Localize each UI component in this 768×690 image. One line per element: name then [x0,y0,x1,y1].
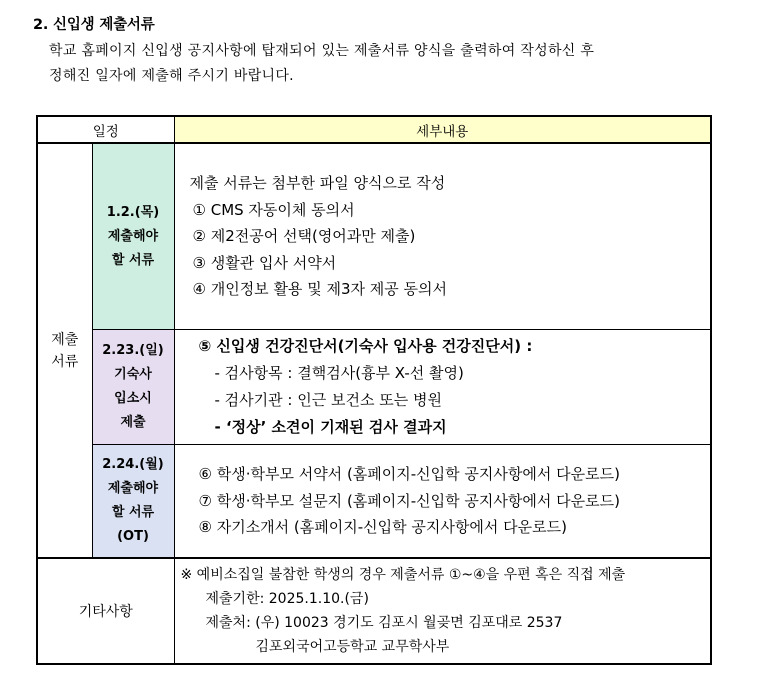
detail-title: ⑤ 신입생 건강진단서(기숙사 입사용 건강진단서) : [198,337,533,355]
detail-item: ① CMS 자동이체 동의서 [192,200,355,219]
detail-item: ② 제2전공어 선택(영어과만 제출) [192,227,416,246]
date-line: 2.24.(월) [102,457,164,472]
group-label-line: 서류 [51,353,79,370]
detail-cell-row2 [174,330,711,445]
header-detail: 세부내용 [174,116,711,143]
detail-item: ③ 생활관 입사 서약서 [192,253,337,272]
intro-line-1: 학교 홈페이지 신입생 공지사항에 탑재되어 있는 제출서류 양식을 출력하여 작성하신 후 [49,43,595,59]
intro-line-2: 정해진 일자에 제출해 주시기 바랍니다. [49,68,294,84]
detail-sub-item: - 검사항목 : 결핵검사(흉부 X-선 촬영) [214,364,464,382]
submission-schedule-table [36,115,712,665]
date-line: 할 서류 [111,252,155,268]
misc-recipient: 김포외국어고등학교 교무학사부 [255,639,450,655]
misc-address: 제출처: (우) 10023 경기도 김포시 월곶면 김포대로 2537 [205,615,563,631]
date-line: (OT) [117,529,149,544]
date-line: 제출 [120,415,146,430]
section-heading: 2. 신입생 제출서류 [33,17,155,33]
detail-item: ④ 개인정보 활용 및 제3자 제공 동의서 [192,280,447,299]
group-label-line: 제출 [51,331,79,348]
date-line: 제출해야 [107,228,159,244]
table-row [37,558,711,664]
date-line: 2.23.(일) [102,343,164,358]
detail-cell-row3 [174,445,711,559]
date-line: 1.2.(목) [106,204,160,220]
detail-lead: 제출 서류는 첨부한 파일 양식으로 작성 [189,174,446,193]
misc-note: ※ 예비소집일 불참한 학생의 경우 제출서류 ①~④을 우편 혹은 직접 제출 [180,567,626,583]
misc-label: 기타사항 [37,558,174,664]
date-line: 할 서류 [111,505,155,520]
header-schedule: 일정 [37,116,174,143]
table-row [37,445,711,559]
detail-item: ⑦ 학생·학부모 설문지 (홈페이지-신입학 공지사항에서 다운로드) [198,491,620,510]
table-row [37,330,711,445]
header-row [37,116,711,143]
detail-sub-item: - 검사기관 : 인근 보건소 또는 병원 [214,391,442,409]
date-cell-row3 [92,445,174,559]
detail-item: ⑧ 자기소개서 (홈페이지-신입학 공지사항에서 다운로드) [198,518,567,537]
detail-item: ⑥ 학생·학부모 서약서 (홈페이지-신입학 공지사항에서 다운로드) [198,465,620,484]
misc-deadline: 제출기한: 2025.1.10.(금) [205,591,369,607]
date-cell-row1 [92,143,174,330]
table-row [37,143,711,330]
date-line: 제출해야 [107,481,159,496]
date-line: 기숙사 [114,367,152,382]
date-cell-row2 [92,330,174,445]
misc-detail-cell [174,558,711,664]
date-line: 입소시 [114,391,152,406]
group-label-documents [37,143,92,558]
detail-sub-item: - ‘정상’ 소견이 기재된 검사 결과지 [214,418,447,436]
detail-cell-row1 [174,143,711,330]
